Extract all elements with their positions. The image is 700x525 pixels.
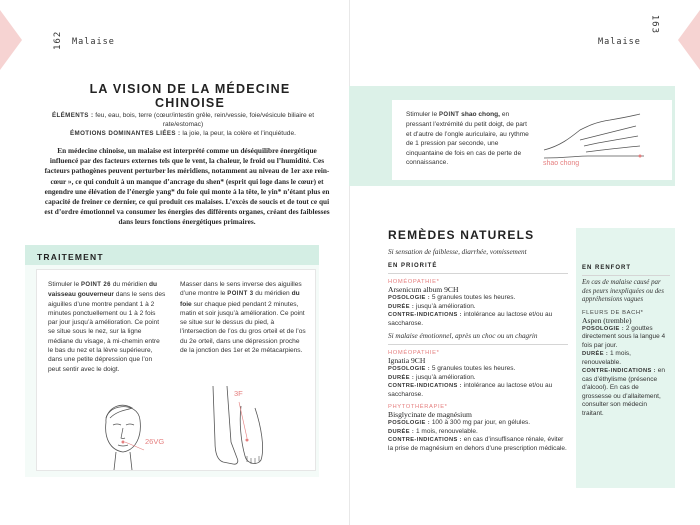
reinforcement-name: Aspen (tremble) [582, 315, 632, 325]
remedy-1-name: Arsenicum album 9CH [388, 285, 459, 294]
intro-paragraph: En médecine chinoise, un malaise est interprété comme un déséquilibre énergétique influencé par des facteurs externes tels que le vent, la chaleur, le froid ou l’humidité. Ces facteurs pathogènes peuvent perturber les méridiens, notamment au niveau de 1er axe rein-cœur », ce qui conduit à un manque d’ancrage du shen* (esprit qui loge dans le cœur) et engendre une élévation de l’énergie yang* du foie qui monte à la tête, le yin* n’étant plus en capacité de freiner ce dernier, ce qui produit ces malaises. L’excès de soucis et de tout ce qui est d’ordre émotionnel va consumer les énergies des différents organes, créant des faiblesses dans leurs fonctions énergétiques primaires. [44, 146, 330, 227]
r1-dur-key: DURÉE : [388, 303, 415, 310]
face-point-label: 26VG [145, 437, 165, 446]
remedy-2-ci [388, 382, 568, 399]
page-corner-right [678, 10, 700, 70]
remedy-3-duree [388, 428, 568, 437]
remedy-3-posologie [388, 419, 568, 428]
r3-pos-key: POSOLOGIE : [388, 420, 431, 426]
t1-point: POINT 26 [80, 282, 111, 288]
t2-liver: du foie [180, 290, 300, 308]
r1-ci: intolérance au lactose et/ou au saccharose. [388, 311, 553, 327]
remedy-3-ci [388, 436, 568, 453]
hand-point-label: shao chong [543, 160, 580, 167]
rf-ci: en cas d’éthylisme (présence d’alcool). En cas de grossesse ou d’allaitement, consulter son médecin traitant. [582, 367, 665, 417]
face-illustration [88, 392, 158, 474]
t2-point: POINT 3 [227, 291, 254, 298]
t2-text-c: sur chaque pied pendant 2 minutes, matin et soir jusqu’à amélioration. Ce point se situe sur le dessus du pied, à l’intersection de l’os du gros orteil et de l’os du 2e orteil, dans une dépression proche de la jonction des 1er et 2e métacarpiens. [180, 300, 306, 355]
treatment-col-2 [180, 280, 308, 355]
r3-pos: 100 à 300 mg par jour, en gélules. [430, 419, 531, 426]
remedy-2-duree [388, 374, 568, 383]
acu-point-name: shao chong, [459, 111, 500, 118]
reinforcement-label: EN RENFORT [582, 265, 631, 271]
reinforcement-ci [582, 367, 670, 418]
treatment-label: TRAITEMENT [37, 252, 104, 262]
t1-text-b: du méridien [110, 281, 149, 288]
remedies-column [388, 248, 568, 453]
r2-dur: jusqu’à amélioration. [414, 373, 476, 381]
remedy-3-category: PHYTOTHÉRAPIE* [388, 404, 448, 410]
reinforcement-category: FLEURS DE BACH* [582, 309, 644, 316]
elements-label: ÉLÉMENTS : [51, 112, 94, 119]
rf-ci-key: CONTRE-INDICATIONS : [582, 368, 656, 375]
treatment-col-1 [48, 280, 166, 374]
remedy-3-name: Bisglycinate de magnésium [388, 410, 472, 419]
condition-2: Si malaise émotionnel, après un choc ou un chagrin [388, 332, 538, 340]
remedy-1-duree [388, 303, 568, 312]
t1-vessel: du vaisseau gouverneur [48, 281, 158, 299]
priority-rule [388, 273, 568, 274]
t2-text-b: du méridien [253, 290, 292, 298]
remedy-1-ci [388, 311, 568, 328]
condition-1: Si sensation de faiblesse, diarrhée, vomissement [388, 248, 527, 256]
r1-ci-key: CONTRE-INDICATIONS : [388, 312, 462, 318]
emotions-text: la joie, la peur, la colère et l’inquiétude. [182, 130, 296, 137]
reinforcement-posologie [582, 325, 670, 351]
acu-text-a: Stimuler le [406, 111, 439, 118]
acu-text-b: en pressant l’extrémité du petit doigt, de part et d’autre de l’ongle auriculaire, au rythme de 1 pression par seconde, une cinquantaine de fois en cas de perte de connaissance. [406, 111, 529, 167]
cond2-rule [388, 344, 568, 345]
folio-right: 163 [649, 14, 659, 34]
r3-ci: en cas d’insuffisance rénale, éviter la prise de magnésium en dehors d’une prescription médicale. [388, 436, 567, 452]
t1-text-a: Stimuler le [48, 281, 81, 288]
r3-dur: 1 mois, renouvelable. [414, 427, 478, 435]
acu-point: POINT [438, 112, 460, 118]
acupressure-text [406, 110, 532, 167]
rf-dur: 1 mois, renouvelable. [582, 350, 631, 366]
r1-pos: 5 granules toutes les heures. [430, 294, 516, 301]
r2-ci-key: CONTRE-INDICATIONS : [388, 383, 462, 389]
running-head-right: Malaise [598, 37, 641, 47]
gutter [349, 0, 350, 525]
reinforcement-rule [582, 275, 670, 276]
emotions-label: ÉMOTIONS DOMINANTES LIÉES : [70, 130, 181, 137]
folio-left: 162 [53, 30, 63, 50]
remedy-2-posologie [388, 365, 568, 374]
rf-dur-key: DURÉE : [582, 351, 609, 358]
elements-text: feu, eau, bois, terre (cœur/intestin grêle, rein/vessie, foie/vésicule biliaire et rate/estomac) [95, 112, 315, 128]
reinforcement-duree [582, 350, 670, 367]
t2-text-a: Masser dans le sens inverse des aiguilles d’une montre le [180, 281, 302, 298]
r3-dur-key: DURÉE : [388, 428, 415, 435]
r1-dur: jusqu’à amélioration. [414, 302, 476, 310]
remedy-2-name: Ignatia 9CH [388, 356, 426, 365]
r2-pos: 5 granules toutes les heures. [430, 365, 516, 372]
running-head-left: Malaise [72, 37, 115, 47]
rf-pos: 2 gouttes directement sous la langue 4 fois par jour. [582, 324, 666, 349]
r3-ci-key: CONTRE-INDICATIONS : [388, 437, 462, 443]
r2-ci: intolérance au lactose et/ou au saccharose. [388, 382, 553, 398]
section-title: LA VISION DE LA MÉDECINE CHINOISE [89, 82, 291, 110]
remedies-title: REMÈDES NATURELS [388, 228, 535, 242]
reinforcement-column [582, 265, 670, 418]
reinforcement-condition: En cas de malaise causé par des peurs inexpliquées ou des appréhensions vagues [582, 279, 664, 304]
t1-text-c: dans le sens des aiguilles d’une montre pendant 1 à 2 minutes ponctuellement ou 1 à 2 fois par jour jusqu’à amélioration. Ce point se situe sous le nez, sur la ligne médiane du visage, à mi-chemin entre le bas du nez et la lèvre supérieure, dans une petite dépression que l’on peut sentir avec le doigt. [48, 291, 166, 373]
hand-illustration [540, 110, 660, 165]
r2-dur-key: DURÉE : [388, 374, 415, 381]
foot-point-label: 3F [234, 389, 243, 398]
remedy-1-category: HOMÉOPATHIE* [388, 279, 440, 285]
page-corner-left [0, 10, 22, 70]
r2-pos-key: POSOLOGIE : [388, 366, 431, 372]
remedy-2-category: HOMÉOPATHIE* [388, 350, 440, 356]
priority-label: EN PRIORITÉ [388, 263, 438, 269]
remedy-1-posologie [388, 294, 568, 303]
rf-pos-key: POSOLOGIE : [582, 325, 625, 332]
elements-block [40, 111, 326, 138]
r1-pos-key: POSOLOGIE : [388, 295, 431, 301]
